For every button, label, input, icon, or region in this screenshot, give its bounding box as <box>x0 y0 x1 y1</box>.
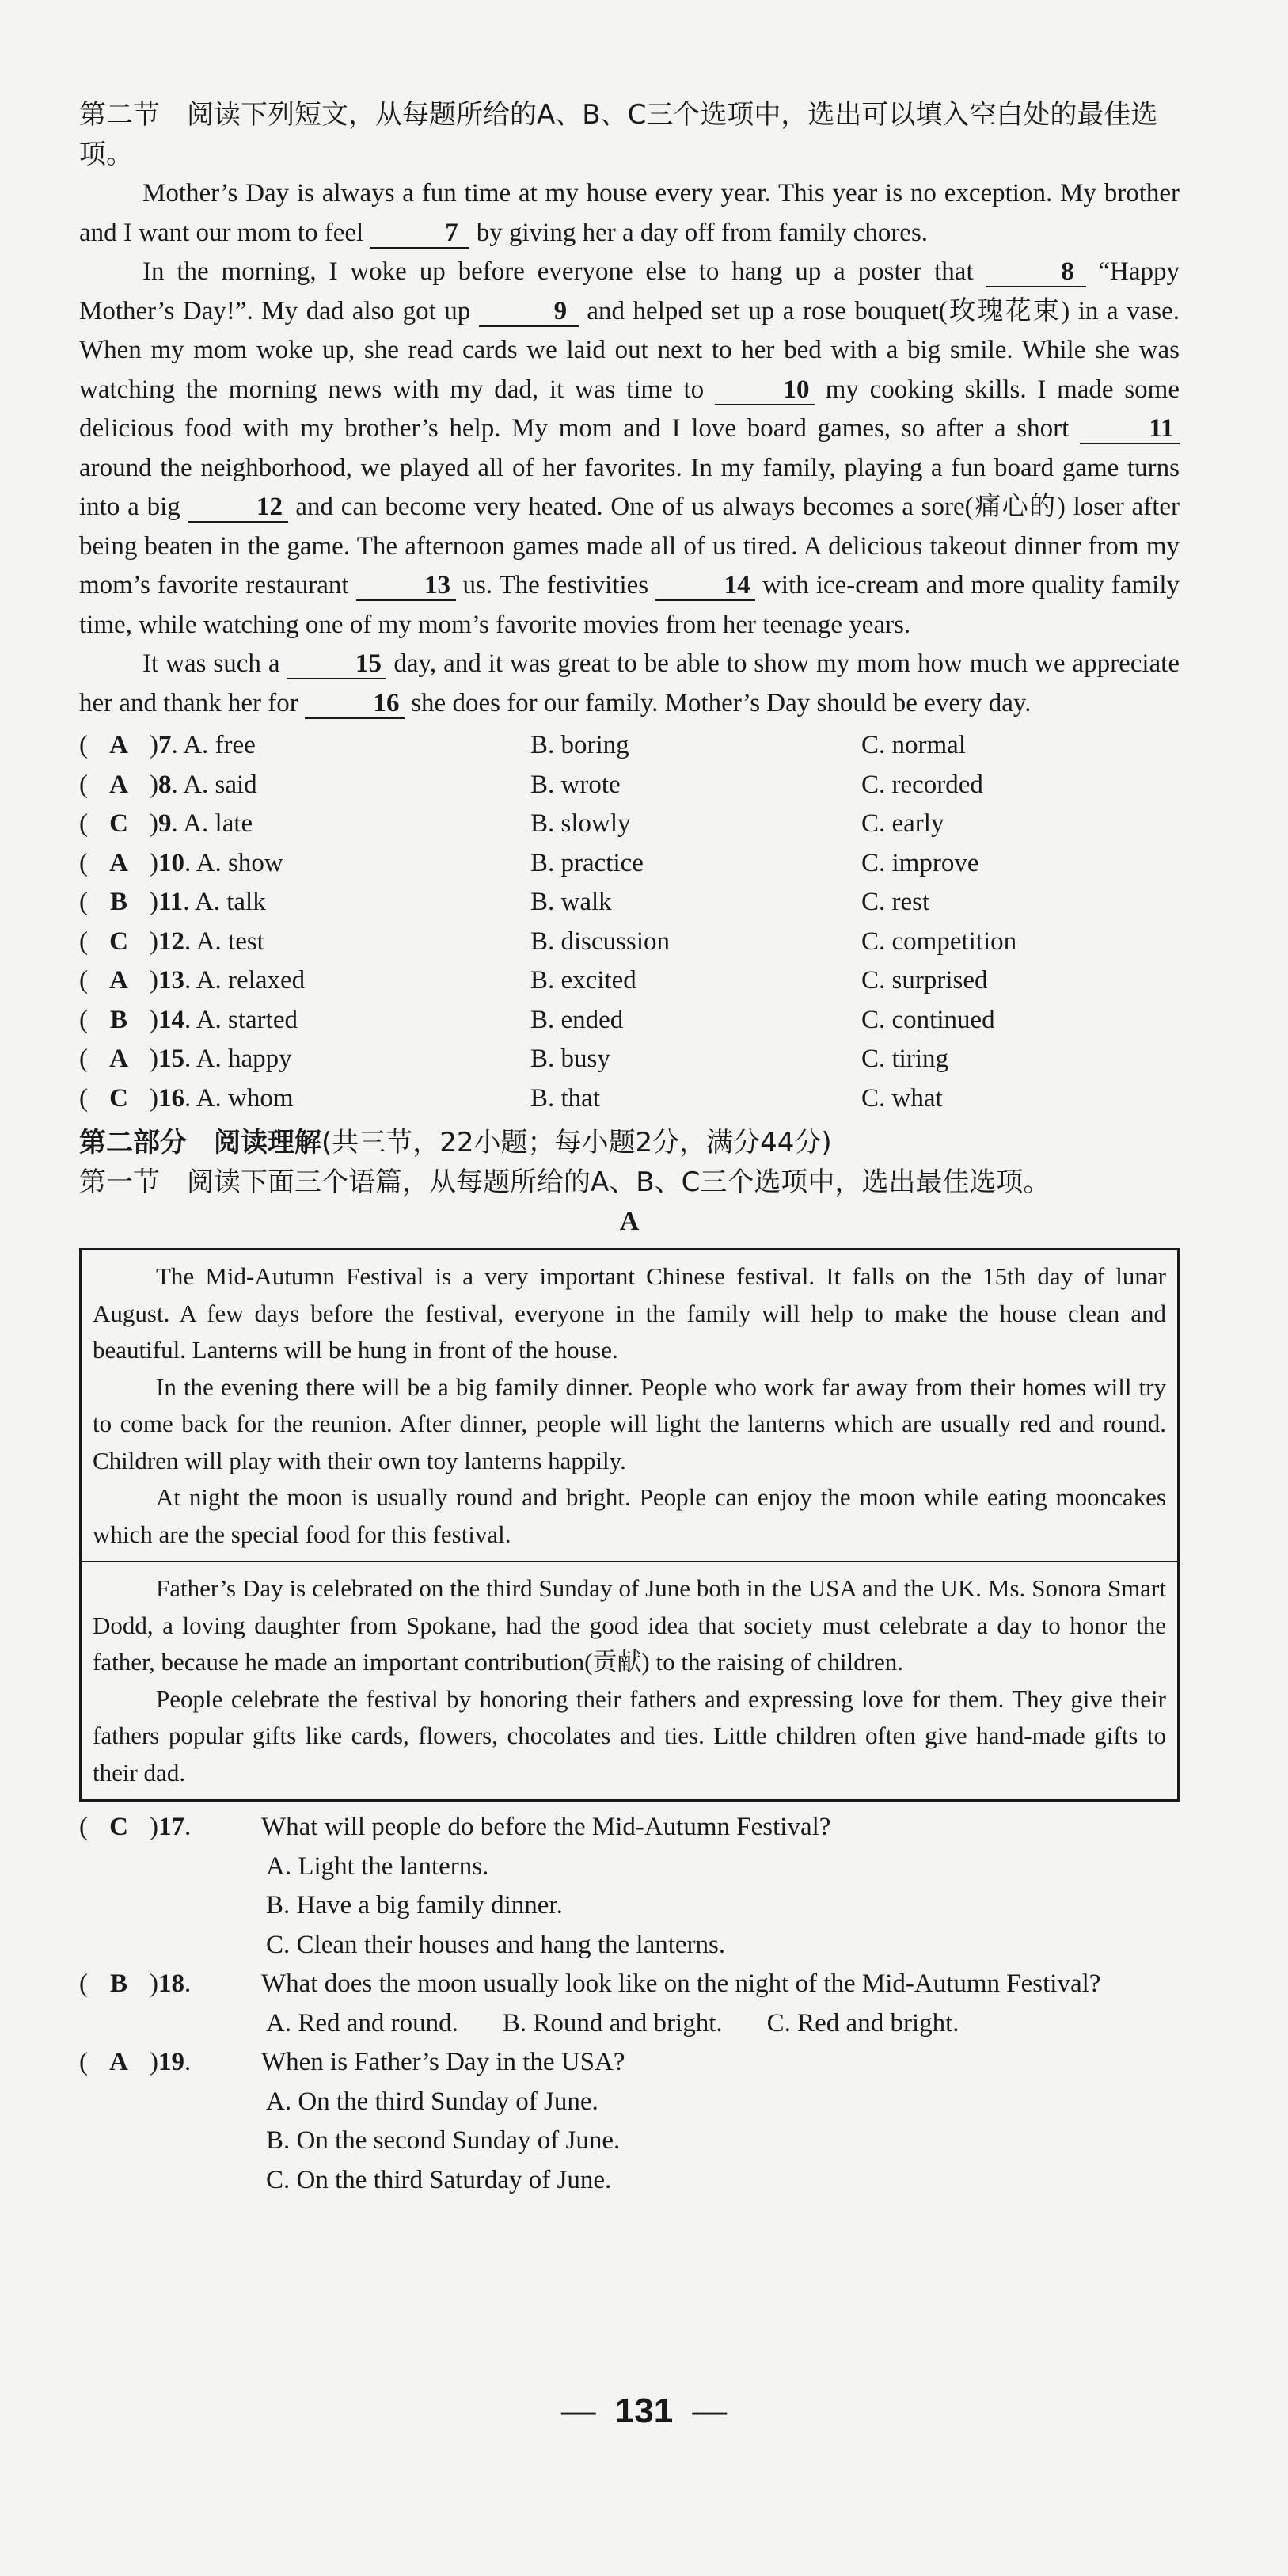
text-span: Mother’s Day is always a fun time at my house every year. This year is no exception. My brother and I want our mom to feel <box>79 179 1180 247</box>
text-span: day, and it was great to be able to show my mom how much we appreciate her and thank her for <box>79 649 1180 717</box>
option-a-text: A. relaxed <box>196 966 306 995</box>
part2-scoring: (共三节，22小题；每小题2分，满分44分) <box>321 1127 832 1159</box>
option-a: ( A )13. A. relaxed <box>79 961 530 1001</box>
answer-mark: A <box>109 2048 128 2076</box>
question-number: 8 <box>158 770 172 799</box>
option-b: B. ended <box>530 1005 624 1034</box>
answer-mark: A <box>109 1044 128 1073</box>
question-stem <box>79 1808 1180 1847</box>
question-number: 7 <box>158 731 172 759</box>
option-a-text: A. whom <box>196 1083 294 1113</box>
text-span: It was such a <box>142 649 287 678</box>
passage-paragraph-3 <box>79 645 1180 723</box>
answer-slot: ( A )19. <box>79 2043 261 2083</box>
option-a-text: A. test <box>196 927 264 956</box>
option-row <box>79 1040 1180 1079</box>
passage-paragraph-1 <box>79 174 1180 253</box>
question-19 <box>79 2043 1180 2200</box>
option-a-text: A. talk <box>194 888 266 916</box>
option-row <box>79 726 1180 766</box>
option-b: B. excited <box>530 966 636 995</box>
option-a: ( B )11. A. talk <box>79 883 530 923</box>
question-17 <box>79 1808 1180 1965</box>
blank-14: 14 <box>655 571 755 601</box>
option-a-text: A. said <box>183 770 257 799</box>
option-c: C. competition <box>861 927 1017 956</box>
fathers-day-section <box>82 1561 1177 1799</box>
option-b: B. that <box>530 1083 600 1113</box>
text-span: around the neighborhood, we played all of her favorites. In my family, playing a fun board game turns into a big <box>79 453 1180 521</box>
text-span: and helped set up a rose bouquet(玫瑰花束) in a vase. When my mom woke up, she read cards we laid out next to her bed with a big smile. While she was watching the morning news with my dad, it was time to <box>79 296 1180 404</box>
option-a: ( C )9. A. late <box>79 805 530 844</box>
answer-slot: ( C )17. <box>79 1808 261 1847</box>
mid-autumn-section <box>82 1250 1177 1561</box>
mid-autumn-paragraph-2: In the evening there will be a big family dinner. People who work far away from their homes will try to come back for the reunion. After dinner, people will light the lanterns which are usually red and round. Children will play with their own toy lanterns happily. <box>93 1372 1166 1474</box>
fathers-day-paragraph-1: Father’s Day is celebrated on the third Sunday of June both in the USA and the UK. Ms. Sonora Smart Dodd, a loving daughter from Spokane, had the good idea that society must celebrate a day to honor the father, because he made an important contribution(贡献) to the raising of children. <box>93 1574 1166 1676</box>
question-text: What does the moon usually look like on the night of the Mid-Autumn Festival? <box>261 1969 1101 1998</box>
answer-mark: C <box>109 1083 128 1113</box>
option-b: B. boring <box>530 731 629 759</box>
question-number: 10 <box>158 848 184 877</box>
text-span: with ice-cream and more quality family time, while watching one of my mom’s favorite movies from her teenage years. <box>79 571 1180 639</box>
question-number: 9 <box>158 809 172 838</box>
answer-mark: B <box>109 888 127 916</box>
text-span: she does for our family. Mother’s Day should be every day. <box>404 688 1032 717</box>
option-c: C. tiring <box>861 1044 949 1073</box>
page-dash-left: — <box>560 2391 596 2430</box>
option-a: ( A )10. A. show <box>79 844 530 884</box>
blank-12: 12 <box>188 493 288 523</box>
answer-mark: B <box>109 1969 127 1998</box>
page-number-text: 131 <box>614 2391 674 2430</box>
cloze-options <box>79 726 1180 1118</box>
question-stem <box>79 2043 1180 2083</box>
option-b: B. wrote <box>530 770 621 799</box>
question-number: 18 <box>158 1969 184 1998</box>
text-span: my cooking skills. I made some delicious food with my brother’s help. My mom and I love board games, so after a short <box>79 375 1180 443</box>
question-number: 15 <box>158 1044 184 1073</box>
option-a: ( C )16. A. whom <box>79 1079 530 1119</box>
option-row <box>79 1001 1180 1041</box>
blank-16: 16 <box>305 689 405 719</box>
page-number <box>0 2391 1288 2431</box>
option-a: ( C )12. A. test <box>79 923 530 962</box>
passage-label-a: A <box>619 1207 640 1236</box>
answer-mark: C <box>109 809 128 838</box>
part2-section1-heading: 第一节 阅读下面三个语篇，从每题所给的A、B、C三个选项中，选出最佳选项。 <box>79 1166 1051 1198</box>
question-number: 19 <box>158 2048 184 2076</box>
answer-mark: B <box>109 1005 127 1034</box>
option-row <box>79 883 1180 923</box>
option-a: ( A )7. A. free <box>79 726 530 766</box>
mid-autumn-paragraph-1: The Mid-Autumn Festival is a very important Chinese festival. It falls on the 15th day of lunar August. A few days before the festival, everyone in the family will help to make the house clean and beautiful. Lanterns will be hung in front of the house. <box>93 1262 1166 1364</box>
option-c: C. improve <box>861 848 979 877</box>
answer-mark: A <box>109 770 128 799</box>
choice-c: C. Red and bright. <box>766 2008 959 2038</box>
option-row <box>79 961 1180 1001</box>
answer-mark: A <box>109 848 128 877</box>
choice-c: C. On the third Saturday of June. <box>266 2165 612 2194</box>
option-a-text: A. late <box>183 809 253 838</box>
option-b: B. walk <box>530 888 612 916</box>
answer-mark: A <box>109 966 128 995</box>
blank-8: 8 <box>986 257 1086 287</box>
option-a-text: A. started <box>196 1005 298 1034</box>
answer-mark: C <box>109 927 128 956</box>
option-c: C. early <box>861 809 944 838</box>
reading-passage-box <box>79 1248 1180 1802</box>
option-row <box>79 1079 1180 1119</box>
text-span: In the morning, I woke up before everyone else to hang up a poster that <box>142 257 986 286</box>
question-text: What will people do before the Mid-Autumn Festival? <box>261 1813 831 1841</box>
blank-7: 7 <box>370 219 469 249</box>
question-number: 11 <box>158 888 184 916</box>
option-c: C. what <box>861 1083 943 1113</box>
blank-11: 11 <box>1080 414 1180 444</box>
question-stem <box>79 1965 1180 2004</box>
part2-heading <box>79 1123 1180 1162</box>
question-number: 12 <box>158 927 184 956</box>
answer-mark: C <box>109 1813 128 1841</box>
choice-a: A. On the third Sunday of June. <box>266 2087 598 2116</box>
text-span: us. The festivities <box>455 571 656 599</box>
choice-b: B. Round and bright. <box>502 2008 723 2038</box>
choice-c: C. Clean their houses and hang the lanterns. <box>266 1930 726 1959</box>
option-b: B. discussion <box>530 927 671 956</box>
option-b: B. busy <box>530 1044 610 1073</box>
blank-15: 15 <box>287 649 386 679</box>
choices-inline <box>79 2004 1180 2044</box>
text-span: and can become very heated. One of us always becomes a sore(痛心的) loser after being beaten in the game. The afternoon games made all of us tired. A delicious takeout dinner from my mom’s favorite restaurant <box>79 493 1180 599</box>
question-number: 17 <box>158 1813 184 1841</box>
option-b: B. slowly <box>530 809 631 838</box>
section2-heading: 第二节 阅读下列短文，从每题所给的A、B、C三个选项中，选出可以填入空白处的最佳选项。 <box>79 99 1158 170</box>
answer-slot: ( B )18. <box>79 1965 261 2004</box>
option-row <box>79 923 1180 962</box>
option-c: C. surprised <box>861 966 988 995</box>
answer-mark: A <box>109 731 128 759</box>
option-c: C. continued <box>861 1005 995 1034</box>
fathers-day-paragraph-2: People celebrate the festival by honoring their fathers and expressing love for them. They give their fathers popular gifts like cards, flowers, chocolates and ties. Little children often give hand-made gifts to their dad. <box>93 1684 1166 1786</box>
text-span: “Happy Mother’s Day!”. My dad also got up <box>79 257 1180 325</box>
question-number: 13 <box>158 966 184 995</box>
option-c: C. recorded <box>861 770 983 799</box>
page-dash-right: — <box>692 2391 728 2430</box>
text-span: by giving her a day off from family chores. <box>469 218 929 247</box>
blank-9: 9 <box>479 297 579 327</box>
question-number: 14 <box>158 1005 184 1034</box>
option-a-text: A. happy <box>196 1044 292 1073</box>
part2-title: 第二部分 阅读理解 <box>79 1127 321 1159</box>
page-content <box>79 95 1180 2200</box>
question-number: 16 <box>158 1083 184 1113</box>
choice-b: B. Have a big family dinner. <box>266 1891 563 1920</box>
option-c: C. normal <box>861 731 966 759</box>
blank-10: 10 <box>715 375 815 405</box>
option-a: ( A )8. A. said <box>79 766 530 805</box>
option-row <box>79 844 1180 884</box>
passage-paragraph-2 <box>79 253 1180 645</box>
option-row <box>79 805 1180 844</box>
question-text: When is Father’s Day in the USA? <box>261 2048 625 2076</box>
question-18 <box>79 1965 1180 2043</box>
option-c: C. rest <box>861 888 930 916</box>
choice-a: A. Light the lanterns. <box>266 1851 489 1881</box>
option-a: ( A )15. A. happy <box>79 1040 530 1079</box>
option-a-text: A. show <box>196 848 283 877</box>
option-a-text: A. free <box>183 731 256 759</box>
option-b: B. practice <box>530 848 644 877</box>
blank-13: 13 <box>356 571 456 601</box>
choice-b: B. On the second Sunday of June. <box>266 2126 621 2155</box>
mid-autumn-paragraph-3: At night the moon is usually round and bright. People can enjoy the moon while eating mooncakes which are the special food for this festival. <box>93 1483 1166 1548</box>
choice-a: A. Red and round. <box>266 2008 458 2038</box>
option-a: ( B )14. A. started <box>79 1001 530 1041</box>
option-row <box>79 766 1180 805</box>
